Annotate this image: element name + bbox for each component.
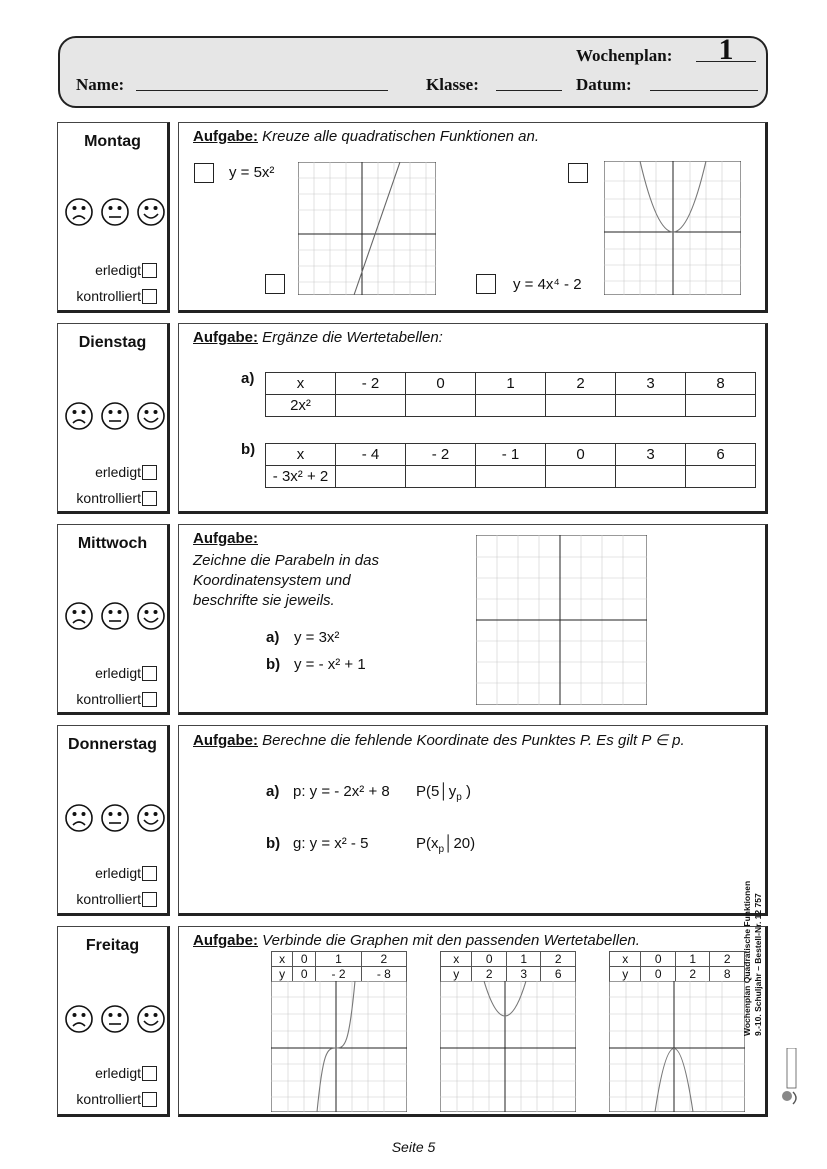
table-cell: 0 [406,373,476,395]
table-cell: 2 [361,952,406,967]
answer-cell[interactable] [686,395,756,417]
table-cell: 3 [616,373,686,395]
coordinate-system[interactable] [476,535,647,705]
kontrolliert-label: kontrolliert [76,288,141,304]
graph-cubic [271,981,407,1112]
graph-linear [298,162,436,295]
kontrolliert-checkbox[interactable] [142,1092,157,1107]
point-a-subscript: p [456,792,462,803]
table-cell: 2 [710,952,745,967]
table-row [272,967,407,982]
sad-face-icon[interactable] [64,197,94,227]
mini-table-3 [609,951,745,982]
erledigt-checkbox[interactable] [142,866,157,881]
table-cell: 8 [686,373,756,395]
sad-face-icon[interactable] [64,401,94,431]
table-row [266,373,756,395]
kontrolliert-checkbox[interactable] [142,491,157,506]
answer-checkbox-4[interactable] [476,274,496,294]
graph-parabola-shifted [440,981,576,1112]
answer-cell[interactable] [476,395,546,417]
day-panel-mittwoch [57,524,170,715]
neutral-face-icon[interactable] [100,1004,130,1034]
erledigt-label: erledigt [95,262,141,278]
table-cell: 2x² [266,395,336,417]
task-label: Aufgabe [193,732,253,749]
table-row [610,967,745,982]
smiley-rating [64,803,168,833]
part-a-label: a) [266,783,280,800]
kontrolliert-checkbox[interactable] [142,289,157,304]
side-imprint [742,856,772,1036]
table-cell: x [610,952,641,967]
wochenplan-number: 1 [696,36,756,62]
table-cell: 2 [675,967,710,982]
kontrolliert-label: kontrolliert [76,490,141,506]
part-b-label: b) [266,835,281,852]
part-a-label: a) [241,370,255,387]
day-panel-dienstag [57,323,170,514]
smiley-rating [64,1004,168,1034]
table-cell: - 4 [336,444,406,466]
header-box [58,33,768,108]
neutral-face-icon[interactable] [100,601,130,631]
equation-b: g: y = x² - 5 [293,835,369,852]
part-b-label: b) [266,656,281,673]
table-cell: 2 [546,373,616,395]
part-a-label: a) [266,629,280,646]
task-panel-montag [178,122,768,313]
table-cell: x [266,444,336,466]
point-b-text: P(x [416,835,439,852]
part-b-label: b) [241,441,256,458]
publisher-logo-icon [779,1048,805,1106]
task-heading: Aufgabe: Verbinde die Graphen mit den passenden Wertetabellen. [193,932,640,949]
table-cell: 1 [476,373,546,395]
point-a [416,783,471,803]
sad-face-icon[interactable] [64,1004,94,1034]
task-instruction: Kreuze alle quadratischen Funktionen an. [262,128,540,145]
day-panel-freitag [57,926,170,1117]
answer-cell[interactable] [616,466,686,488]
table-cell: 1 [675,952,710,967]
kontrolliert-label: kontrolliert [76,891,141,907]
table-cell: - 2 [406,444,476,466]
answer-cell[interactable] [616,395,686,417]
klasse-line[interactable] [496,90,562,91]
answer-checkbox-1[interactable] [194,163,214,183]
erledigt-label: erledigt [95,464,141,480]
task-instruction: Ergänze die Wertetabellen: [262,329,443,346]
point-b-close: │20) [444,835,476,852]
day-name: Freitag [85,937,140,954]
smiley-rating [64,601,168,631]
table-cell: 0 [472,952,507,967]
happy-face-icon[interactable] [136,601,166,631]
name-label: Name: [76,75,125,94]
day-panel-montag [57,122,170,313]
table-cell: 6 [541,967,576,982]
kontrolliert-checkbox[interactable] [142,692,157,707]
table-row [441,952,576,967]
instruction-line-3: beschrifte sie jeweils. [193,592,335,609]
erledigt-label: erledigt [95,665,141,681]
table-row [441,967,576,982]
task-label: Aufgabe [193,932,253,949]
datum-label: Datum: [576,75,632,94]
table-row [610,952,745,967]
neutral-face-icon[interactable] [100,197,130,227]
kontrolliert-label: kontrolliert [76,691,141,707]
point-a-text: P(5│y [416,783,457,800]
erledigt-checkbox[interactable] [142,666,157,681]
answer-cell[interactable] [406,466,476,488]
day-name: Mittwoch [77,535,148,552]
value-table-a [265,372,756,417]
task-label: Aufgabe [193,530,253,547]
table-cell: 1 [506,952,541,967]
table-cell: 0 [293,952,316,967]
task-instruction: Verbinde die Graphen mit den passenden Wertetabellen. [262,932,640,949]
table-cell: 0 [641,967,676,982]
point-b [416,835,475,855]
task-heading: Aufgabe: Ergänze die Wertetabellen: [193,329,443,346]
mini-table-2 [440,951,576,982]
task-label: Aufgabe [193,329,253,346]
task-heading: Aufgabe: [193,530,258,547]
answer-cell[interactable] [336,395,406,417]
graph-parabola-down [609,981,745,1112]
task-instruction: Berechne die fehlende Koordinate des Punktes P. Es gilt P ∈ p. [262,732,685,749]
side-imprint-line1: Wochenplan Quadratische Funktionen [742,880,752,1036]
erledigt-checkbox[interactable] [142,1066,157,1081]
table-cell: 0 [641,952,676,967]
instruction-line-1: Zeichne die Parabeln in das [193,552,379,569]
kontrolliert-checkbox[interactable] [142,892,157,907]
day-name: Montag [84,133,141,150]
table-cell: - 8 [361,967,406,982]
table-cell: x [266,373,336,395]
table-cell: x [441,952,472,967]
kontrolliert-label: kontrolliert [76,1091,141,1107]
wochenplan-label: Wochenplan: [576,46,673,65]
task-label: Aufgabe [193,128,253,145]
happy-face-icon[interactable] [136,197,166,227]
instruction-line-2: Koordinatensystem und [193,572,351,589]
table-cell: 2 [472,967,507,982]
task-panel-dienstag [178,323,768,514]
graph-parabola [604,161,741,295]
answer-cell[interactable] [406,395,476,417]
answer-cell[interactable] [686,466,756,488]
answer-checkbox-3[interactable] [568,163,588,183]
datum-line[interactable] [650,90,758,91]
table-cell: 6 [686,444,756,466]
happy-face-icon[interactable] [136,803,166,833]
klasse-label: Klasse: [426,75,479,94]
task-panel-freitag [178,926,768,1117]
table-row [266,466,756,488]
equation-a: p: y = - 2x² + 8 [293,783,390,800]
answer-cell[interactable] [546,466,616,488]
answer-checkbox-2[interactable] [265,274,285,294]
answer-cell[interactable] [546,395,616,417]
task-panel-donnerstag [178,725,768,916]
point-a-close: ) [461,783,471,800]
answer-cell[interactable] [336,466,406,488]
neutral-face-icon[interactable] [100,401,130,431]
table-row [272,952,407,967]
erledigt-checkbox[interactable] [142,465,157,480]
answer-cell[interactable] [476,466,546,488]
mini-table-1 [271,951,407,982]
table-cell: 8 [710,967,745,982]
happy-face-icon[interactable] [136,1004,166,1034]
table-cell: - 3x² + 2 [266,466,336,488]
table-cell: x [272,952,293,967]
equation-b: y = - x² + 1 [294,656,366,673]
erledigt-label: erledigt [95,865,141,881]
sad-face-icon[interactable] [64,601,94,631]
day-name: Donnerstag [68,736,157,753]
smiley-rating [64,197,168,227]
table-cell: 3 [506,967,541,982]
table-cell: y [272,967,293,982]
point-b-subscript: p [438,844,445,855]
table-cell: 0 [293,967,316,982]
table-cell: y [441,967,472,982]
table-cell: 0 [546,444,616,466]
table-cell: 1 [316,952,361,967]
neutral-face-icon[interactable] [100,803,130,833]
name-line[interactable] [136,90,388,91]
task-heading: Aufgabe: Berechne die fehlende Koordinate des Punktes P. Es gilt P ∈ p. [193,732,685,749]
table-cell: 2 [541,952,576,967]
table-cell: - 1 [476,444,546,466]
smiley-rating [64,401,168,431]
table-row [266,444,756,466]
table-cell: - 2 [316,967,361,982]
table-cell: 3 [616,444,686,466]
equation-1: y = 5x² [229,164,275,181]
table-row [266,395,756,417]
table-cell: y [610,967,641,982]
day-panel-donnerstag [57,725,170,916]
day-name: Dienstag [78,334,147,351]
page-number: Seite 5 [391,1139,436,1155]
equation-2: y = 4x⁴ - 2 [513,276,582,293]
erledigt-label: erledigt [95,1065,141,1081]
erledigt-checkbox[interactable] [142,263,157,278]
table-cell: - 2 [336,373,406,395]
value-table-b [265,443,756,488]
side-imprint-line2: 9.-10. Schuljahr – Bestell-Nr. 12 757 [753,893,763,1036]
happy-face-icon[interactable] [136,401,166,431]
task-heading: Aufgabe: Kreuze alle quadratischen Funktionen an. [193,128,540,145]
sad-face-icon[interactable] [64,803,94,833]
equation-a: y = 3x² [294,629,340,646]
task-panel-mittwoch [178,524,768,715]
